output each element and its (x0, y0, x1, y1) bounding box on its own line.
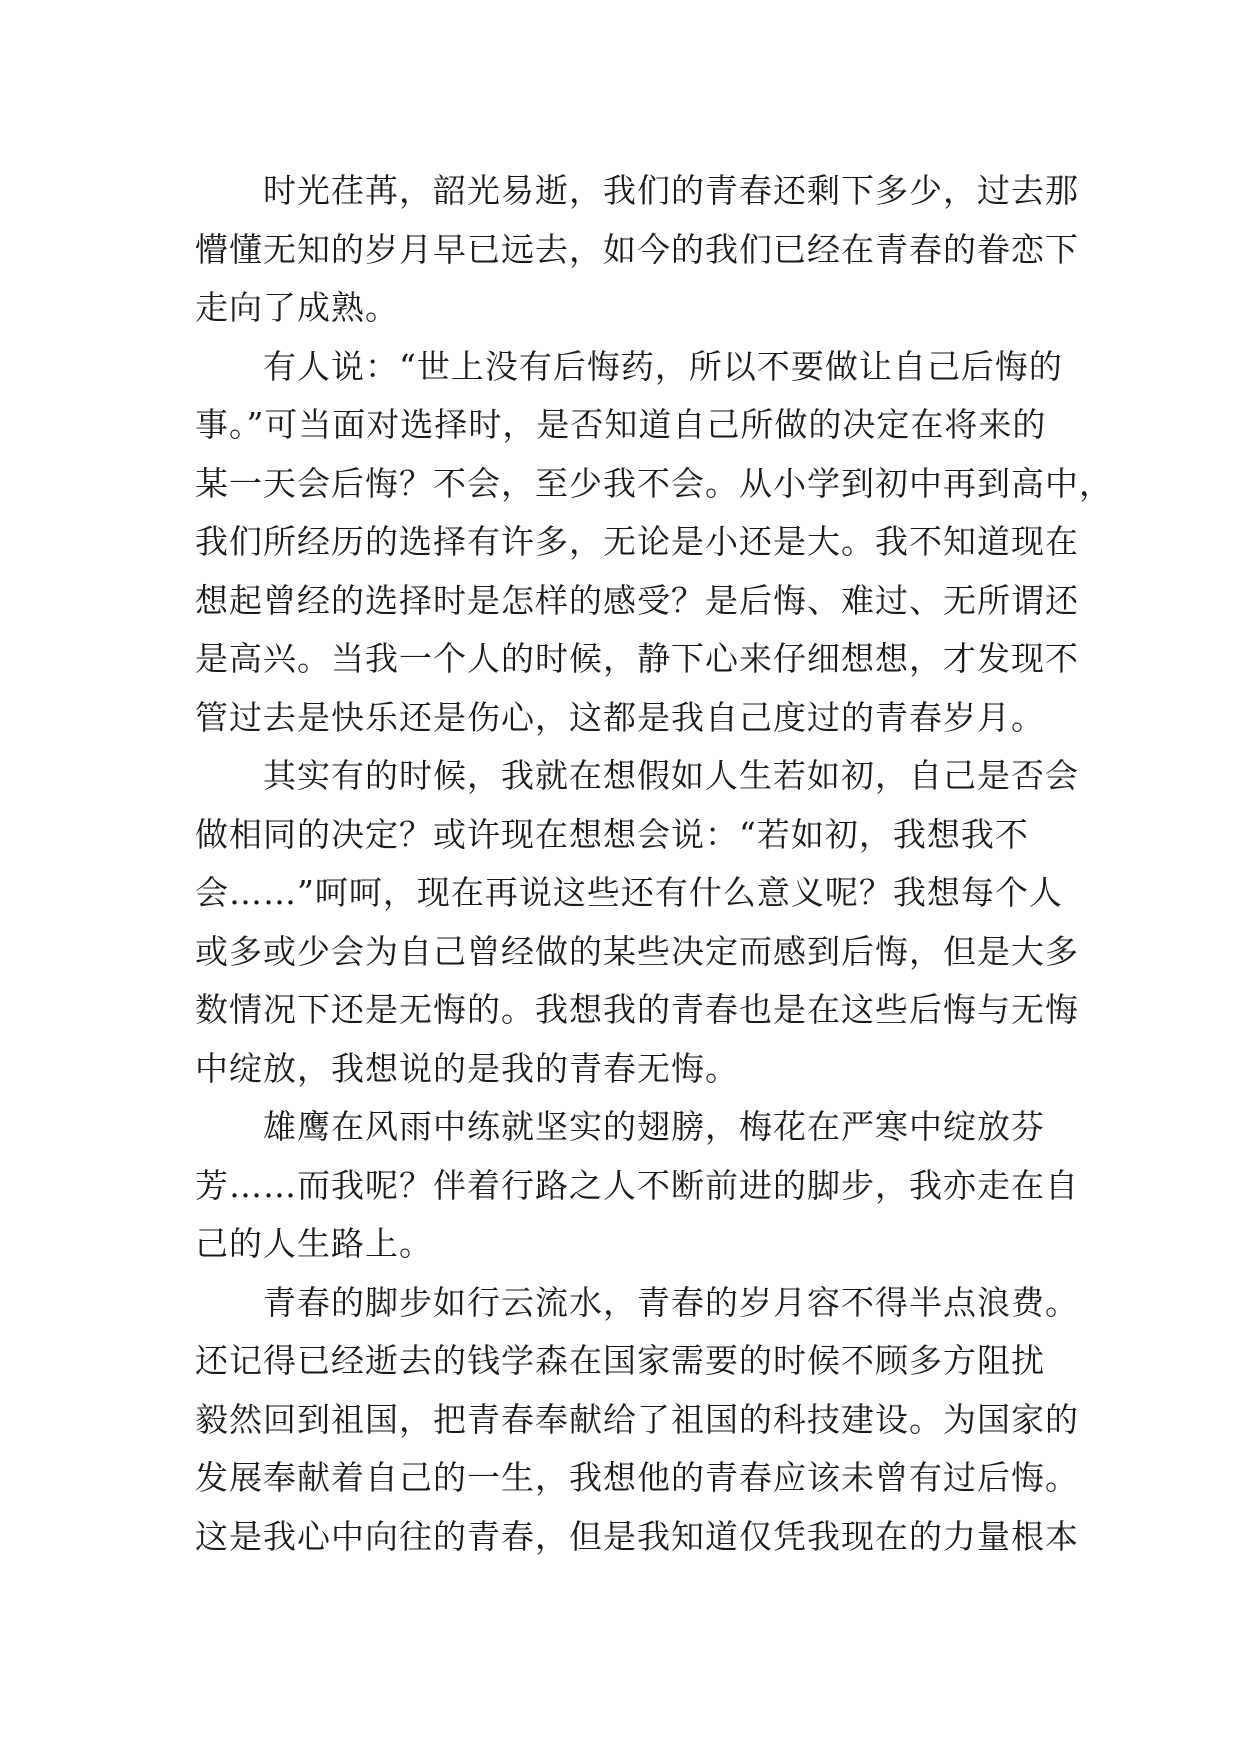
text-line: 某一天会后悔？不会，至少我不会。从小学到初中再到高中， (195, 463, 1113, 503)
text-line: 中绽放，我想说的是我的青春无悔。 (195, 1048, 739, 1088)
text-line: 发展奉献着自己的一生，我想他的青春应该未曾有过后悔。 (195, 1458, 1079, 1497)
text-line: 事。”可当面对选择时，是否知道自己所做的决定在将来的 (195, 405, 1047, 444)
text-line: 管过去是快乐还是伤心，这都是我自己度过的青春岁月。 (195, 697, 1045, 737)
text-line: 会……”呵呵，现在再说这些还有什么意义呢？我想每个人 (195, 873, 1063, 912)
text-line: 想起曾经的选择时是怎样的感受？是后悔、难过、无所谓还 (195, 580, 1079, 620)
text-line: 我们所经历的选择有许多，无论是小还是大。我不知道现在 (195, 522, 1079, 561)
text-line: 还记得已经逝去的钱学森在国家需要的时候不顾多方阻扰 (195, 1341, 1045, 1380)
text-line: 数情况下还是无悔的。我想我的青春也是在这些后悔与无悔 (195, 990, 1079, 1029)
text-line: 做相同的决定？或许现在想想会说：“若如初，我想我不 (195, 814, 1029, 854)
text-line: 毅然回到祖国，把青春奉献给了祖国的科技建设。为国家的 (195, 1399, 1079, 1439)
text-line: 或多或少会为自己曾经做的某些决定而感到后悔，但是大多 (195, 931, 1079, 971)
essay-body (195, 162, 1113, 1566)
text-line: 懵懂无知的岁月早已远去，如今的我们已经在青春的眷恋下 (195, 229, 1079, 269)
text-line: 是高兴。当我一个人的时候，静下心来仔细想想，才发现不 (195, 639, 1079, 678)
text-line: 雄鹰在风雨中练就坚实的翅膀，梅花在严寒中绽放芬 (195, 1107, 1045, 1146)
text-line: 时光荏苒，韶光易逝，我们的青春还剩下多少，过去那 (195, 171, 1079, 210)
text-line: 芳……而我呢？伴着行路之人不断前进的脚步，我亦走在自 (195, 1165, 1079, 1205)
text-line: 有人说：“世上没有后悔药，所以不要做让自己后悔的 (195, 346, 1063, 386)
text-line: 己的人生路上。 (195, 1224, 433, 1263)
text-line: 其实有的时候，我就在想假如人生若如初，自己是否会 (195, 756, 1079, 795)
text-line: 青春的脚步如行云流水，青春的岁月容不得半点浪费。 (195, 1282, 1079, 1322)
text-line: 走向了成熟。 (195, 288, 399, 327)
text-line: 这是我心中向往的青春，但是我知道仅凭我现在的力量根本 (195, 1516, 1079, 1556)
